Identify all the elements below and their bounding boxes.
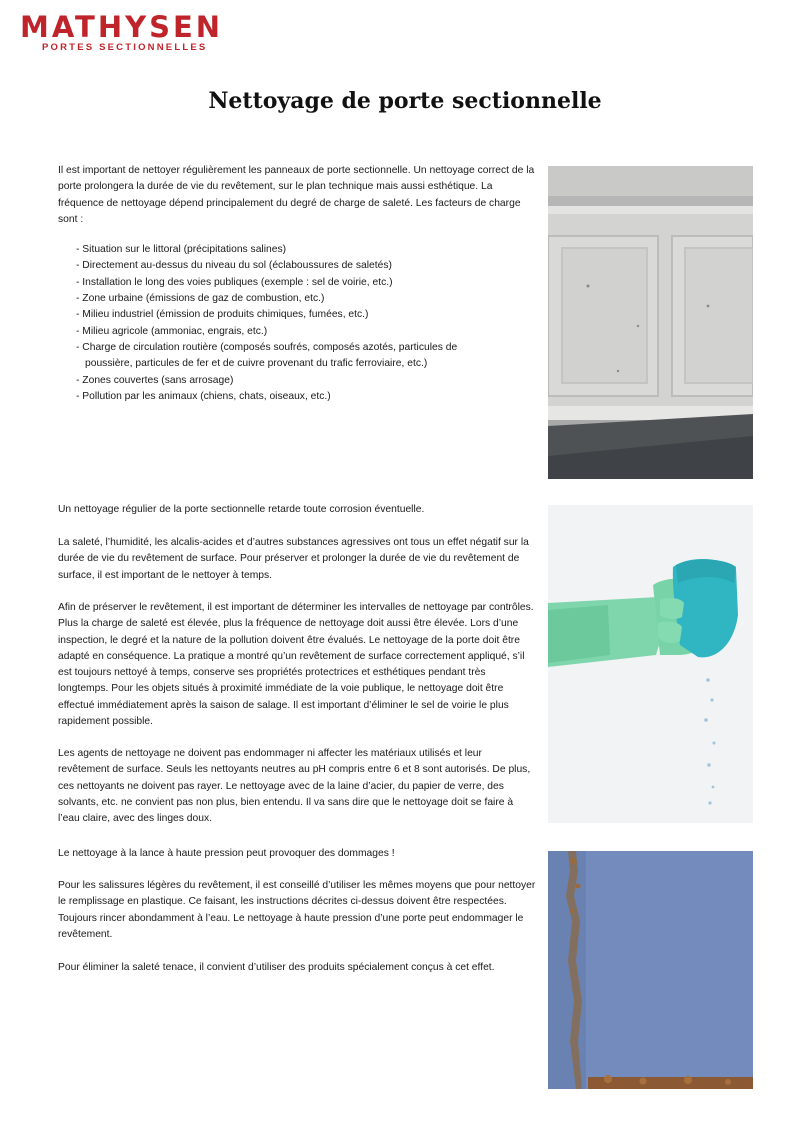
factor-item: - Pollution par les animaux (chiens, chats, oiseaux, etc.)	[76, 389, 536, 405]
glove-sponge-photo	[548, 505, 753, 823]
factor-item: - Milieu industriel (émission de produits chimiques, fumées, etc.)	[76, 307, 536, 323]
body-paragraph: La saleté, l’humidité, les alcalis-acides et d’autres substances agressives ont tous un effet négatif sur la durée de vie du revêtement de surface. Pour préserver et prolonger la durée de vie du revêtement de surface, il est important de le nettoyer à temps.	[58, 537, 529, 581]
body-paragraph: Pour les salissures légères du revêtement, il est conseillé d’utiliser les mêmes moyens que pour nettoyer le remplissage en plastique. Ce faisant, les instructions décrites ci-dessus doivent être respectées. Toujours rincer abondamment à l’eau. Le nettoyage à haute pression d’une porte peut endommager le revêtement.	[58, 880, 536, 940]
brand-logo	[20, 12, 232, 54]
brand-tagline: PORTES SECTIONNELLES	[42, 42, 208, 53]
factor-item: - Situation sur le littoral (précipitations salines)	[76, 242, 536, 258]
body-paragraph: Un nettoyage régulier de la porte sectionnelle retarde toute corrosion éventuelle.	[58, 504, 425, 515]
factor-item: - Directement au-dessus du niveau du sol (éclaboussures de saletés)	[76, 258, 536, 274]
door-panel-photo	[548, 166, 753, 479]
factor-item: - Charge de circulation routière (composés soufrés, composés azotés, particules de poussière, particules de fer et de cuivre provenant du trafic ferroviaire, etc.)	[76, 340, 505, 373]
intro-section	[58, 163, 536, 405]
page-title: Nettoyage de porte sectionnelle	[208, 88, 602, 114]
warning-paragraph: Le nettoyage à la lance à haute pression peut provoquer des dommages !	[58, 848, 395, 859]
factor-item: - Zone urbaine (émissions de gaz de combustion, etc.)	[76, 291, 536, 307]
factor-item: - Installation le long des voies publiques (exemple : sel de voirie, etc.)	[76, 275, 536, 291]
intro-paragraph: Il est important de nettoyer régulièrement les panneaux de porte sectionnelle. Un nettoyage correct de la porte prolongera la durée de vie du revêtement, sur le plan technique mais aussi esthétique. La fréquence de nettoyage dépend principalement du degré de charge de saleté. Les facteurs de charge sont :	[58, 165, 535, 225]
body-paragraph: Afin de préserver le revêtement, il est important de déterminer les intervalles de nettoyage par contrôles. Plus la charge de saleté est élevée, plus la fréquence de nettoyage doit aussi être élevée. Lors d’une inspection, le degré et la nature de la pollution doivent être évalués. Le nettoyage de la porte doit être adapté en conséquence. La pratique a montré qu’un revêtement de surface correctement appliqué, s’il est toujours nettoyé à temps, conserve ses propriétés protectrices et esthétiques pendant très longtemps. Pour les objets situés à proximité immédiate de la voie publique, le nettoyage doit être effectué immédiatement après la saison de salage. Il est important d’éliminer le sel de voirie le plus rapidement possible.	[58, 602, 534, 728]
body-paragraph: Pour éliminer la saleté tenace, il convient d’utiliser des produits spécialement conçus à cet effet.	[58, 962, 495, 973]
factor-item: - Zones couvertes (sans arrosage)	[76, 373, 536, 389]
corroded-surface-photo	[548, 851, 753, 1089]
brand-name: MATHYSEN	[20, 10, 224, 44]
body-paragraph: Les agents de nettoyage ne doivent pas endommager ni affecter les matériaux utilisés et leur revêtement de surface. Seuls les nettoyants neutres au pH compris entre 6 et 8 sont autorisés. De plus, ces nettoyants ne doivent pas rayer. Le nettoyage avec de la laine d’acier, du papier de verre, des solvants, etc. ne convient pas non plus, bien entendu. Il va sans dire que le nettoyage doit se faire à l’eau claire, avec des linges doux.	[58, 748, 531, 825]
factor-list	[76, 242, 536, 405]
factor-item: - Milieu agricole (ammoniac, engrais, etc.)	[76, 324, 536, 340]
